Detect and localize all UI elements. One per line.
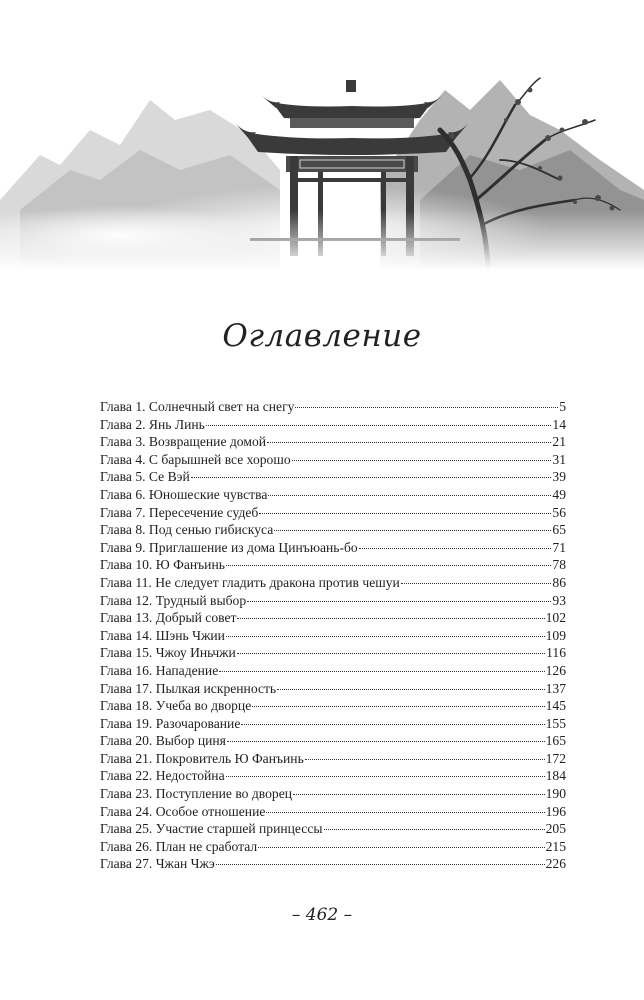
toc-entry bbox=[100, 803, 566, 821]
toc-page-number: 5 bbox=[559, 399, 566, 414]
toc-entry bbox=[100, 750, 566, 768]
toc-page-number: 226 bbox=[545, 856, 566, 872]
toc-page-number: 116 bbox=[546, 645, 566, 661]
toc-entry bbox=[100, 680, 566, 698]
toc-chapter-title: Глава 20. Выбор циня bbox=[100, 733, 226, 749]
toc-entry bbox=[100, 855, 566, 873]
toc-entry bbox=[100, 732, 566, 750]
dot-leader bbox=[324, 829, 545, 830]
toc-entry bbox=[100, 592, 566, 610]
toc-chapter-title: Глава 9. Приглашение из дома Цинъюань-бо bbox=[100, 539, 358, 555]
toc-chapter-title: Глава 1. Солнечный свет на снегу bbox=[100, 399, 295, 414]
dot-leader bbox=[241, 724, 544, 725]
page-number: – 462 – bbox=[291, 905, 353, 925]
toc-page-number: 86 bbox=[552, 574, 566, 590]
toc-chapter-title: Глава 6. Юношеские чувства bbox=[100, 486, 268, 502]
dot-leader bbox=[219, 671, 544, 672]
dot-leader bbox=[259, 513, 551, 514]
toc-entry bbox=[100, 627, 566, 645]
toc-chapter-title: Глава 22. Недостойна bbox=[100, 768, 225, 784]
toc-page-number: 205 bbox=[545, 821, 566, 837]
toc-page-number: 109 bbox=[545, 627, 566, 643]
toc-page-number: 137 bbox=[545, 680, 566, 696]
toc-page-number: 39 bbox=[552, 469, 566, 485]
dot-leader bbox=[206, 425, 552, 426]
toc-chapter-title: Глава 3. Возвращение домой bbox=[100, 434, 267, 450]
toc-chapter-title: Глава 26. План не сработал bbox=[100, 838, 258, 854]
toc-entry bbox=[100, 609, 566, 627]
dot-leader bbox=[267, 442, 551, 443]
toc-entry bbox=[100, 697, 566, 715]
toc-page-number: 78 bbox=[552, 557, 566, 573]
toc-entry bbox=[100, 521, 566, 539]
dot-leader bbox=[247, 601, 551, 602]
dot-leader bbox=[226, 636, 545, 637]
toc-entry bbox=[100, 715, 566, 733]
dot-leader bbox=[237, 653, 545, 654]
toc-chapter-title: Глава 19. Разочарование bbox=[100, 715, 241, 731]
dot-leader bbox=[268, 495, 551, 496]
toc-entry bbox=[100, 468, 566, 486]
toc-entry bbox=[100, 644, 566, 662]
dot-leader bbox=[226, 776, 545, 777]
toc-entry bbox=[100, 556, 566, 574]
dot-leader bbox=[258, 847, 544, 848]
dot-leader bbox=[227, 741, 545, 742]
toc-page-number: 190 bbox=[545, 786, 566, 802]
toc-entry bbox=[100, 539, 566, 557]
toc-page-number: 14 bbox=[552, 416, 566, 432]
toc-page-number: 31 bbox=[552, 451, 566, 467]
toc-page-number: 215 bbox=[545, 838, 566, 854]
toc-chapter-title: Глава 21. Покровитель Ю Фанъинь bbox=[100, 750, 304, 766]
toc-page-number: 93 bbox=[552, 592, 566, 608]
toc-chapter-title: Глава 5. Се Вэй bbox=[100, 469, 190, 485]
toc-chapter-title: Глава 13. Добрый совет bbox=[100, 610, 237, 626]
dot-leader bbox=[274, 530, 551, 531]
toc-entry bbox=[100, 785, 566, 803]
dot-leader bbox=[226, 565, 551, 566]
table-of-contents bbox=[100, 398, 566, 873]
dot-leader bbox=[292, 460, 552, 461]
ink-landscape-illustration bbox=[0, 60, 644, 270]
toc-entry bbox=[100, 838, 566, 856]
toc-page-number: 71 bbox=[552, 539, 566, 555]
dot-leader bbox=[216, 864, 545, 865]
toc-chapter-title: Глава 2. Янь Линь bbox=[100, 416, 205, 432]
dot-leader bbox=[277, 689, 544, 690]
toc-entry bbox=[100, 820, 566, 838]
toc-entry bbox=[100, 416, 566, 434]
dot-leader bbox=[305, 759, 545, 760]
toc-entry bbox=[100, 662, 566, 680]
dot-leader bbox=[237, 618, 544, 619]
dot-leader bbox=[359, 548, 552, 549]
toc-entry bbox=[100, 574, 566, 592]
toc-chapter-title: Глава 8. Под сенью гибискуса bbox=[100, 522, 274, 538]
toc-title: Оглавление bbox=[222, 318, 422, 354]
dot-leader bbox=[401, 583, 552, 584]
toc-chapter-title: Глава 12. Трудный выбор bbox=[100, 592, 247, 608]
toc-entry bbox=[100, 433, 566, 451]
toc-page-number: 49 bbox=[552, 486, 566, 502]
toc-page-number: 126 bbox=[545, 662, 566, 678]
dot-leader bbox=[191, 477, 552, 478]
dot-leader bbox=[293, 794, 545, 795]
toc-chapter-title: Глава 14. Шэнь Чжии bbox=[100, 627, 225, 643]
dot-leader bbox=[252, 706, 544, 707]
toc-chapter-title: Глава 15. Чжоу Иньчжи bbox=[100, 645, 236, 661]
toc-entry bbox=[100, 451, 566, 469]
toc-page-number: 65 bbox=[552, 522, 566, 538]
toc-chapter-title: Глава 16. Нападение bbox=[100, 662, 219, 678]
toc-chapter-title: Глава 27. Чжан Чжэ bbox=[100, 856, 215, 872]
toc-chapter-title: Глава 10. Ю Фанъинь bbox=[100, 557, 225, 573]
toc-entry bbox=[100, 398, 566, 416]
toc-entry bbox=[100, 767, 566, 785]
toc-page-number: 145 bbox=[545, 698, 566, 714]
toc-page-number: 155 bbox=[545, 715, 566, 731]
toc-page-number: 56 bbox=[552, 504, 566, 520]
toc-page-number: 102 bbox=[545, 610, 566, 626]
toc-page-number: 196 bbox=[545, 803, 566, 819]
toc-entry bbox=[100, 504, 566, 522]
toc-chapter-title: Глава 17. Пылкая искренность bbox=[100, 680, 277, 696]
toc-chapter-title: Глава 23. Поступление во дворец bbox=[100, 786, 292, 802]
toc-page-number: 165 bbox=[545, 733, 566, 749]
dot-leader bbox=[266, 812, 544, 813]
toc-page-number: 184 bbox=[545, 768, 566, 784]
toc-chapter-title: Глава 24. Особое отношение bbox=[100, 803, 266, 819]
toc-entry bbox=[100, 486, 566, 504]
toc-page-number: 21 bbox=[552, 434, 566, 450]
dot-leader bbox=[295, 407, 558, 408]
toc-page-number: 172 bbox=[545, 750, 566, 766]
toc-chapter-title: Глава 4. С барышней все хорошо bbox=[100, 451, 291, 467]
toc-chapter-title: Глава 25. Участие старшей принцессы bbox=[100, 821, 323, 837]
toc-chapter-title: Глава 7. Пересечение судеб bbox=[100, 504, 259, 520]
toc-chapter-title: Глава 18. Учеба во дворце bbox=[100, 698, 252, 714]
toc-chapter-title: Глава 11. Не следует гладить дракона против чешуи bbox=[100, 574, 400, 590]
